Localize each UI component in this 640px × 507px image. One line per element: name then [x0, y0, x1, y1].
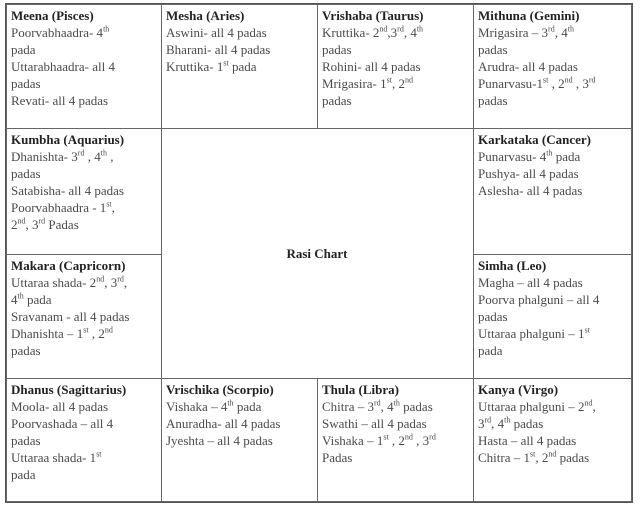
nakshatra-line: Moola- all 4 padas [11, 399, 109, 414]
nakshatra-line: 4th pada [11, 291, 52, 307]
house-title: Mesha (Aries) [166, 8, 245, 23]
rasi-chart-table [5, 3, 633, 503]
house-title: Mithuna (Gemini) [478, 8, 580, 23]
house-kanya [473, 378, 632, 502]
house-karkataka [473, 128, 632, 255]
house-title: Simha (Leo) [478, 258, 547, 273]
nakshatra-line: Vishaka – 4th pada [166, 398, 262, 414]
nakshatra-line: Punarvasu- 4th pada [478, 148, 581, 164]
nakshatra-line: padas [478, 309, 508, 324]
nakshatra-line: Arudra- all 4 padas [478, 59, 578, 74]
house-title: Meena (Pisces) [11, 8, 94, 23]
nakshatra-line: Bharani- all 4 padas [166, 42, 271, 57]
nakshatra-line: Rohini- all 4 padas [322, 59, 421, 74]
nakshatra-line: Hasta – all 4 padas [478, 433, 577, 448]
nakshatra-line: 3rd, 4th padas [478, 415, 544, 431]
house-title: Vrischika (Scorpio) [166, 382, 274, 397]
nakshatra-line: padas [478, 42, 508, 57]
nakshatra-line: Kruttika- 2nd,3rd, 4th [322, 24, 424, 40]
house-title: Karkataka (Cancer) [478, 132, 592, 147]
rasi-chart-center-label: Rasi Chart [286, 245, 348, 261]
nakshatra-line: Uttaraa phalguni – 1st [478, 325, 590, 341]
nakshatra-line: Sravanam - all 4 padas [11, 309, 130, 324]
nakshatra-line: Jyeshta – all 4 padas [166, 433, 273, 448]
nakshatra-line: Poorva phalguni – all 4 [478, 292, 600, 307]
house-vrishaba [317, 4, 474, 129]
house-vrischika [161, 378, 318, 502]
nakshatra-line: Poorvabhaadra - 1st, [11, 199, 115, 215]
nakshatra-line: Anuradha- all 4 padas [166, 416, 281, 431]
nakshatra-line: Magha – all 4 padas [478, 275, 583, 290]
nakshatra-line: pada [478, 343, 503, 358]
nakshatra-line: Punarvasu-1st , 2nd , 3rd [478, 75, 596, 91]
nakshatra-line: Aslesha- all 4 padas [478, 183, 583, 198]
nakshatra-line: Dhanishta- 3rd , 4th , [11, 148, 114, 164]
nakshatra-line: Mrigasira- 1st, 2nd [322, 75, 413, 91]
house-kumbha [6, 128, 162, 255]
nakshatra-line: padas [478, 93, 508, 108]
house-title: Vrishaba (Taurus) [322, 8, 424, 23]
house-title: Kanya (Virgo) [478, 382, 559, 397]
nakshatra-line: Swathi – all 4 padas [322, 416, 427, 431]
house-title: Kumbha (Aquarius) [11, 132, 125, 147]
house-simha [473, 254, 632, 379]
nakshatra-line: Uttaraa phalguni – 2nd, [478, 398, 596, 414]
nakshatra-line: pada [11, 42, 36, 57]
house-title: Thula (Libra) [322, 382, 399, 397]
nakshatra-line: Chitra – 3rd, 4th padas [322, 398, 433, 414]
nakshatra-line: Chitra – 1st, 2nd padas [478, 449, 590, 465]
house-thula [317, 378, 474, 502]
house-makara [6, 254, 162, 379]
nakshatra-line: padas [322, 42, 352, 57]
nakshatra-line: Satabisha- all 4 padas [11, 183, 124, 198]
nakshatra-line: padas [11, 433, 41, 448]
nakshatra-line: pada [11, 467, 36, 482]
house-meena [6, 4, 162, 129]
nakshatra-line: Pushya- all 4 padas [478, 166, 579, 181]
nakshatra-line: Uttarabhaadra- all 4 [11, 59, 115, 74]
nakshatra-line: padas [322, 93, 352, 108]
nakshatra-line: Poorvabhaadra- 4th [11, 24, 110, 40]
nakshatra-line: padas [11, 76, 41, 91]
nakshatra-line: Kruttika- 1st pada [166, 58, 257, 74]
house-title: Dhanus (Sagittarius) [11, 382, 127, 397]
nakshatra-line: Uttaraa shada- 1st [11, 449, 102, 465]
nakshatra-line: Poorvashada – all 4 [11, 416, 114, 431]
nakshatra-line: padas [11, 166, 41, 181]
nakshatra-line: Aswini- all 4 padas [166, 25, 267, 40]
nakshatra-line: padas [11, 343, 41, 358]
house-mesha [161, 4, 318, 129]
nakshatra-line: Dhanishta – 1st , 2nd [11, 325, 113, 341]
nakshatra-line: Mrigasira – 3rd, 4th [478, 24, 574, 40]
nakshatra-line: Vishaka – 1st , 2nd , 3rd [322, 432, 436, 448]
nakshatra-line: Revati- all 4 padas [11, 93, 109, 108]
house-title: Makara (Capricorn) [11, 258, 126, 273]
nakshatra-line: Padas [322, 450, 353, 465]
nakshatra-line: 2nd, 3rd Padas [11, 216, 79, 232]
house-dhanus [6, 378, 162, 502]
house-mithuna [473, 4, 632, 129]
nakshatra-line: Uttaraa shada- 2nd, 3rd, [11, 274, 128, 290]
